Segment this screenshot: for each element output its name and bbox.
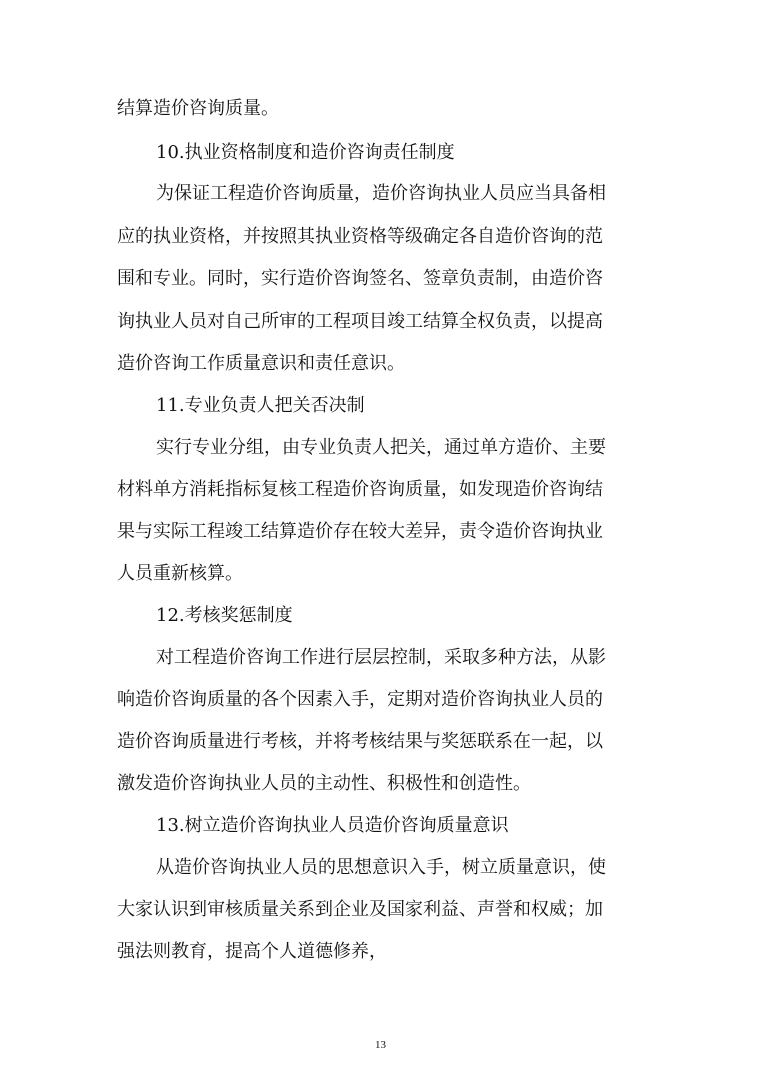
section-heading-11: 11.专业负责人把关否决制 [156, 395, 365, 416]
paragraph-line: 询执业人员对自己所审的工程项目竣工结算全权负责，以提高 [117, 311, 603, 332]
paragraph-line: 人员重新核算。 [117, 563, 243, 584]
paragraph-line: 大家认识到审核质量关系到企业及国家利益、声誉和权威；加 [117, 899, 603, 920]
paragraph-line: 实行专业分组，由专业负责人把关，通过单方造价、主要 [156, 437, 606, 458]
paragraph-line: 为保证工程造价咨询质量，造价咨询执业人员应当具备相 [156, 183, 606, 204]
paragraph-line: 造价咨询质量进行考核，并将考核结果与奖惩联系在一起，以 [117, 731, 603, 752]
section-heading-13: 13.树立造价咨询执业人员造价咨询质量意识 [156, 815, 509, 836]
text-line: 结算造价咨询质量。 [117, 98, 279, 119]
paragraph-line: 响造价咨询质量的各个因素入手，定期对造价咨询执业人员的 [117, 689, 603, 710]
section-heading-10: 10.执业资格制度和造价咨询责任制度 [156, 142, 455, 163]
section-heading-12: 12.考核奖惩制度 [156, 605, 293, 626]
paragraph-line: 造价咨询工作质量意识和责任意识。 [117, 353, 405, 374]
page-number: 13 [375, 1039, 386, 1051]
paragraph-line: 激发造价咨询执业人员的主动性、积极性和创造性。 [117, 773, 531, 794]
paragraph-line: 从造价咨询执业人员的思想意识入手，树立质量意识，使 [156, 857, 606, 878]
paragraph-line: 果与实际工程竣工结算造价存在较大差异，责令造价咨询执业 [117, 521, 603, 542]
paragraph-line: 围和专业。同时，实行造价咨询签名、签章负责制，由造价咨 [117, 268, 603, 289]
paragraph-line: 对工程造价咨询工作进行层层控制，采取多种方法，从影 [156, 647, 606, 668]
paragraph-line: 材料单方消耗指标复核工程造价咨询质量，如发现造价咨询结 [117, 479, 603, 500]
paragraph-line: 强法则教育，提高个人道德修养， [117, 941, 387, 962]
paragraph-line: 应的执业资格，并按照其执业资格等级确定各自造价咨询的范 [117, 226, 603, 247]
